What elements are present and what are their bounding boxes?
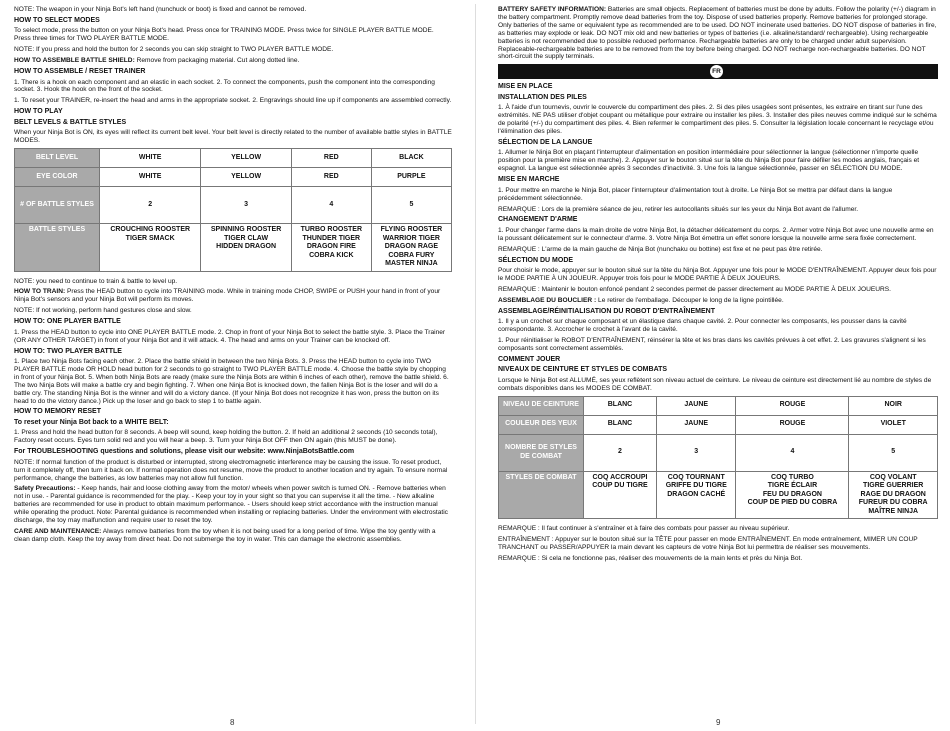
styles-cell (100, 224, 201, 272)
heading-langue: SÉLECTION DE LA LANGUE (498, 138, 593, 146)
eye-cell: VIOLET (849, 415, 938, 434)
heading-battery: BATTERY SAFETY INFORMATION: (498, 6, 607, 13)
style-name: TURBO ROOSTER (300, 226, 363, 234)
style-name: HIDDEN DRAGON (216, 243, 277, 251)
num-cell: 2 (584, 434, 657, 471)
text-arme: 1. Pour changer l'arme dans la main droite de votre Ninja Bot, la détacher délicatement du corps. 2. Armer votre Ninja Bot avec une nouvelle arme en la poussant délicatement sur le connecteur d'arme. 3. Votre Ninja Bot émettra un effet sonore lorsque la nouvelle arme sera fixée correctement. (498, 226, 934, 242)
page-divider (475, 4, 476, 724)
belt-table-fr (498, 396, 938, 520)
heading-robot: ASSEMBLAGE/RÉINITIALISATION DU ROBOT D'ENTRAÎNEMENT (498, 307, 715, 315)
heading-bouclier: ASSEMBLAGE DU BOUCLIER : (498, 296, 597, 304)
remark-arme: REMARQUE : L'arme de la main gauche de Ninja Bot (nunchaku ou bottine) est fixe et ne peut pas être retirée. (498, 245, 823, 253)
heading-trainer: HOW TO ASSEMBLE / RESET TRAINER (14, 68, 146, 76)
safety-section (14, 485, 452, 525)
belt-cell: JAUNE (656, 396, 735, 415)
style-name: DRAGON CACHÉ (667, 490, 726, 498)
note-interference: NOTE: If normal function of the product is disturbed or interrupted, strong electromagnetic interference may be causing the issue. To reset product, turn it completely off, then turn it back on. If normal operation does not resume, move the product to another location and try again. To ensure normal performance, change the batteries, as low batteries may not allow full function. (14, 458, 448, 482)
text-train: Press the HEAD button to cycle into TRAINING mode. While in training mode CHOP, SWIPE or PUSH your hand in front of your Ninja Bot's sensors and your Ninja Bot will perform its moves. (14, 288, 441, 304)
num-cell: 3 (201, 187, 291, 224)
heading-troubleshooting: For TROUBLESHOOTING questions and solutions, please visit our website: www.NinjaBotsBattle.com (14, 448, 355, 456)
text-robot-2: 1. Pour réinitialiser le ROBOT D'ENTRAÎNEMENT, réinsérer la tête et les bras dans les cavités prévues à cet effet. 2. Les gravures s'alignent si les composants sont correctement assemblés. (498, 337, 926, 352)
heading-two-player: HOW TO: TWO PLAYER BATTLE (14, 347, 122, 355)
belt-cell: YELLOW (201, 149, 291, 168)
eye-cell: WHITE (100, 168, 201, 187)
styles-cell (201, 224, 291, 272)
heading-mode: SÉLECTION DU MODE (498, 256, 574, 264)
style-name: TIGER CLAW (224, 234, 269, 242)
note-level-up: NOTE: you need to continue to train & battle to level up. (14, 277, 178, 285)
style-name: CROUCHING ROOSTER (110, 226, 191, 234)
style-name: TIGER SMACK (125, 234, 175, 242)
styles-cell (291, 224, 371, 272)
styles-row (15, 224, 452, 272)
style-name: FLYING ROOSTER (380, 226, 443, 234)
style-name: COQ ACCROUPI (592, 473, 648, 481)
heading-one-player: HOW TO: ONE PLAYER BATTLE (14, 318, 121, 326)
text-select-modes: To select mode, press the button on your Ninja Bot's head. Press once for TRAINING MODE. Press twice for SINGLE PLAYER BATTLE MODE. Press three times for TWO PLAYER BATTLE MODE. (14, 27, 434, 43)
eye-cell: RED (291, 168, 371, 187)
heading-train: HOW TO TRAIN: (14, 288, 66, 296)
text-install: 1. À l'aide d'un tournevis, ouvrir le couvercle du compartiment des piles. 2. Si des piles usagées sont présentes, les extraire en tirant sur l'une des extrémités. NE PAS utiliser d'objet coupant ou métallique pour extraire ou installer les piles. 3. Installer des piles neuves comme indiqué sur le schéma de polarité (+/-) du compartiment des piles. 4. Bien refermer le compartiment des piles. 5. Consulter la législation locale concernant le recyclage et/ou l'élimination des piles. (498, 104, 937, 136)
heading-arme: CHANGEMENT D'ARME (498, 216, 578, 224)
eye-cell: JAUNE (656, 415, 735, 434)
heading-memory-reset: HOW TO MEMORY RESET (14, 408, 101, 416)
page-number-right: 9 (716, 718, 721, 727)
text-trainer-1: 1. There is a hook on each component and an elastic in each socket. 2. To connect the components, push the component into the corresponding socket. 3. Hook the hook on the front of the socket. (14, 78, 435, 94)
note-gestures: NOTE: If not working, perform hand gestures close and slow. (14, 307, 192, 315)
heading-marche: MISE EN MARCHE (498, 176, 560, 184)
style-name: GRIFFE DU TIGRE (665, 482, 727, 490)
eye-cell: PURPLE (371, 168, 451, 187)
heading-niveaux: NIVEAUX DE CEINTURE ET STYLES DE COMBATS (498, 366, 668, 374)
text-belt-levels: When your Ninja Bot is ON, its eyes will reflect its current belt level. Your belt level is directly related to the number of available battle styles in BATTLE MODES. (14, 129, 452, 145)
styles-cell (584, 471, 657, 519)
eye-cell: YELLOW (201, 168, 291, 187)
belt-cell: BLACK (371, 149, 451, 168)
text-niveaux: Lorsque le Ninja Bot est ALLUMÉ, ses yeux reflètent son niveau actuel de ceinture. Le niveau de ceinture est directement lié au nombre de styles de combats disponibles dans les MODES DE COMBAT. (498, 376, 932, 392)
styles-row (499, 471, 938, 519)
styles-cell (849, 471, 938, 519)
styles-cell (736, 471, 849, 519)
belt-table (14, 148, 452, 272)
num-styles-header: NOMBRE DE STYLES DE COMBAT (499, 434, 584, 471)
belt-cell: WHITE (100, 149, 201, 168)
remark-stickers: REMARQUE : Lors de la première séance de jeu, retirer les autocollants situés sur les yeux du Ninja Bot avant de l'allumer. (498, 205, 859, 213)
remark-mode: REMARQUE : Maintenir le bouton enfoncé pendant 2 secondes permet de passer directement au MODE PARTIE À DEUX JOUEURS. (498, 285, 891, 293)
style-name: COBRA KICK (309, 251, 354, 259)
style-name: TIGRE GUERRIER (863, 482, 924, 490)
text-trainer-2: 1. To reset your TRAINER, re-insert the head and arms in the appropriate socket. 2. Engravings should line up if components are assembled correctly. (14, 97, 452, 105)
belt-header: BELT LEVEL (15, 149, 100, 168)
belt-row (499, 396, 938, 415)
text-two-player: 1. Place two Ninja Bots facing each other. 2. Place the battle shield in between the two Ninja Bots. 3. Press the HEAD button to cycle into TWO PLAYER BATTLE mode OR HOLD head button for 2 seconds to go straight to TWO PLAYER BATTLE mode. 4. Choose the battle style by chopping in front of your Ninja Bot. 5. When both Ninja Bots are ready (make sure the Ninja Bots are within 6 inches of each other), remove the battle shield. 6. The two Ninja Bots will make a battle cry and begin fighting. 7. When one Ninja Bot is knocked down, the fallen Ninja Bot is the loser and will do a battle cry. The standing Ninja Bot is the winner and will do a victory dance. (If your Ninja Bot does not recognize it has won, press the button on its head to do the victory dance.) Pick up the loser and go back to step 1 to battle again. (14, 358, 449, 405)
styles-header: BATTLE STYLES (15, 224, 100, 272)
belt-cell: NOIR (849, 396, 938, 415)
note-weapon: NOTE: The weapon in your Ninja Bot's left hand (nunchuck or boot) is fixed and cannot be removed. (14, 6, 307, 13)
style-name: COUP DU TIGRE (592, 482, 648, 490)
heading-reset-white: To reset your Ninja Bot back to a WHITE BELT: (14, 418, 169, 426)
style-name: FEU DU DRAGON (762, 490, 822, 498)
belt-cell: ROUGE (736, 396, 849, 415)
style-name: RAGE DU DRAGON (860, 490, 926, 498)
style-name: WARRIOR TIGER (382, 234, 440, 242)
heading-belt-levels: BELT LEVELS & BATTLE STYLES (14, 118, 127, 126)
eye-cell: ROUGE (736, 415, 849, 434)
text-entrainement: ENTRAÎNEMENT : Appuyer sur le bouton situé sur la TÊTE pour passer en mode ENTRAÎNEMENT. En mode entraînement, MIMER UN COUP TRANCHANT ou PASSER/APPUYER la main devant les capteurs de votre Ninja Bot lui permettra de réaliser ses mouvements. (498, 536, 918, 551)
heading-play: HOW TO PLAY (14, 108, 63, 116)
style-name: COUP DE PIED DU COBRA (747, 499, 838, 507)
page-8 (14, 6, 452, 547)
heading-care: CARE AND MAINTENANCE: (14, 528, 102, 535)
eye-header: COULEUR DES YEUX (499, 415, 584, 434)
eye-row (499, 415, 938, 434)
text-battery: Batteries are small objects. Replacement of batteries must be done by adults. Follow the polarity (+/-) diagram in the battery compartment. Promptly remove dead batteries from the toy. Dispose of used batteries properly. Remove batteries for prolonged storage. Only batteries of the same or equivalent type as recommended are to be used. DO NOT incinerate used batteries. DO NOT dispose of batteries in fire, as batteries may explode or leak. DO NOT mix old and new batteries or types of batteries (i.e. alkaline/standard/ rechargeable). Using rechargeable batteries is not recommended due to possible reduced performance. Rechargeable batteries are only to be charged under adult supervision. Replaceable-rechargeable batteries are to be removed from the toy before being charged. DO NOT recharge non-rechargeable batteries. DO NOT short-circuit the supply terminals. (498, 6, 937, 61)
heading-shield: HOW TO ASSEMBLE BATTLE SHIELD: (14, 57, 135, 65)
num-cell: 4 (291, 187, 371, 224)
style-name: THUNDER TIGER (302, 234, 361, 242)
shield-section (14, 57, 452, 65)
num-styles-row (15, 187, 452, 224)
style-name: COQ TURBO (771, 473, 814, 481)
heading-safety: Safety Precautions: (14, 485, 76, 493)
num-cell: 4 (736, 434, 849, 471)
belt-cell: BLANC (584, 396, 657, 415)
style-name: MAÎTRE NINJA (868, 507, 919, 515)
num-styles-row (499, 434, 938, 471)
text-one-player: 1. Press the HEAD button to cycle into ONE PLAYER BATTLE mode. 2. Chop in front of your Ninja Bot to select the battle style. 3. Place the Trainer (OR ANY OTHER TARGET) in front of your Ninja Bot and it will attack. 4. The head and arms on your Trainer can be knocked off. (14, 328, 446, 344)
battery-section (498, 6, 938, 61)
page-9 (498, 6, 938, 566)
style-name: DRAGON FIRE (306, 243, 356, 251)
style-name: COQ VOLANT (869, 473, 917, 481)
care-section (14, 528, 452, 544)
belt-cell: RED (291, 149, 371, 168)
page-number-left: 8 (230, 718, 235, 727)
style-name: MASTER NINJA (385, 260, 438, 268)
num-styles-header: # OF BATTLE STYLES (15, 187, 100, 224)
text-reset: 1. Press and hold the head button for 8 seconds. A beep will sound, keep holding the button. 2. If held an additional 2 seconds (10 seconds total), Factory reset occurs. Eyes turn solid red and you will hear a beep. 3. Turn your Ninja Bot OFF then ON again (this MUST be done). (14, 429, 438, 445)
bouclier-section (498, 297, 938, 305)
heading-jouer: COMMENT JOUER (498, 355, 561, 363)
text-safety: - Keep hands, hair and loose clothing away from the motor/ wheels when power switch is turned ON. - Remove batteries when not in use. - Parental guidance is recommended for the play. - Keep your toy in your sight so that you can supervise it all the time. - New alkaline batteries are recommended for use in product to obtain maximum performance. - Users should keep strict accordance with the instruction manual while operating the product. Note: Parental guidance is recommended when installing or replacing batteries. Under the environment with electrostatic discharge, the toy may malfunction and require user to reset the toy. (14, 485, 448, 525)
styles-cell (656, 471, 735, 519)
remark-gestures: REMARQUE : Si cela ne fonctionne pas, réaliser des mouvements de la main lents et près du Ninja Bot. (498, 554, 803, 562)
heading-select-modes: HOW TO SELECT MODES (14, 16, 100, 24)
text-mode: Pour choisir le mode, appuyer sur le bouton situé sur la tête du Ninja Bot. Appuyer une fois pour le MODE D'ENTRAÎNEMENT. Appuyer deux fois pour le MODE PARTIE À UN JOUEUR. Appuyer trois fois pour le MODE PARTIE À DEUX JOUEURS. (498, 267, 937, 283)
num-cell: 5 (849, 434, 938, 471)
text-marche: 1. Pour mettre en marche le Ninja Bot, placer l'interrupteur d'alimentation tout à droite. Le Ninja Bot se mettra par défaut dans la langue précédemment sélectionnée. (498, 186, 893, 202)
num-cell: 3 (656, 434, 735, 471)
heading-install: INSTALLATION DES PILES (498, 93, 587, 101)
style-name: DRAGON RAGE (384, 243, 439, 251)
style-name: COQ TOURNANT (667, 473, 725, 481)
eye-cell: BLANC (584, 415, 657, 434)
eye-header: EYE COLOR (15, 168, 100, 187)
text-bouclier: Le retirer de l'emballage. Découper le long de la ligne pointillée. (598, 296, 784, 304)
num-cell: 5 (371, 187, 451, 224)
heading-mise: MISE EN PLACE (498, 83, 553, 91)
belt-row (15, 149, 452, 168)
text-care: Always remove batteries from the toy when it is not being used for a long period of time. Wipe the toy gently with a clean damp cloth. Keep the toy away from direct heat. Do not submerge the toy in water. This can damage the electronic assemblies. (14, 528, 436, 543)
note-skip: NOTE: If you press and hold the button for 2 seconds you can skip straight to TWO PLAYER BATTLE MODE. (14, 46, 334, 54)
text-shield: Remove from packaging material. Cut along dotted line. (136, 57, 300, 65)
language-bar-fr (498, 64, 938, 79)
train-section (14, 288, 452, 304)
remark-level: REMARQUE : Il faut continuer à s'entraîner et à faire des combats pour passer au niveau supérieur. (498, 525, 790, 533)
num-cell: 2 (100, 187, 201, 224)
style-name: COBRA FURY (388, 251, 435, 259)
style-name: TIGRE ÉCLAIR (767, 482, 818, 490)
styles-header: STYLES DE COMBAT (499, 471, 584, 519)
styles-cell (371, 224, 451, 272)
fr-badge: FR (710, 65, 723, 78)
text-robot-1: 1. Il y a un crochet sur chaque composant et un élastique dans chaque cavité. 2. Pour connecter les composants, les pousser dans la cavité correspondante. 3. Accrocher le crochet à l'avant de la cavité. (498, 318, 907, 334)
eye-row (15, 168, 452, 187)
style-name: SPINNING ROOSTER (210, 226, 282, 234)
belt-header: NIVEAU DE CEINTURE (499, 396, 584, 415)
style-name: FUREUR DU COBRA (858, 499, 928, 507)
text-langue: 1. Allumer le Ninja Bot en plaçant l'interrupteur d'alimentation en position intermédiaire pour sélectionner la langue (sélectionner n'importe quelle position pour la première mise en marche). 2. Appuyer sur le bouton situé sur la tête du Ninja Bot pour faire défiler les modes anglais, français et espagnol. La langue est sélectionnée après 3 secondes d'inactivité. 3. Une fois la langue sélectionnée, passer en SÉLECTION DU MODE. (498, 149, 920, 173)
